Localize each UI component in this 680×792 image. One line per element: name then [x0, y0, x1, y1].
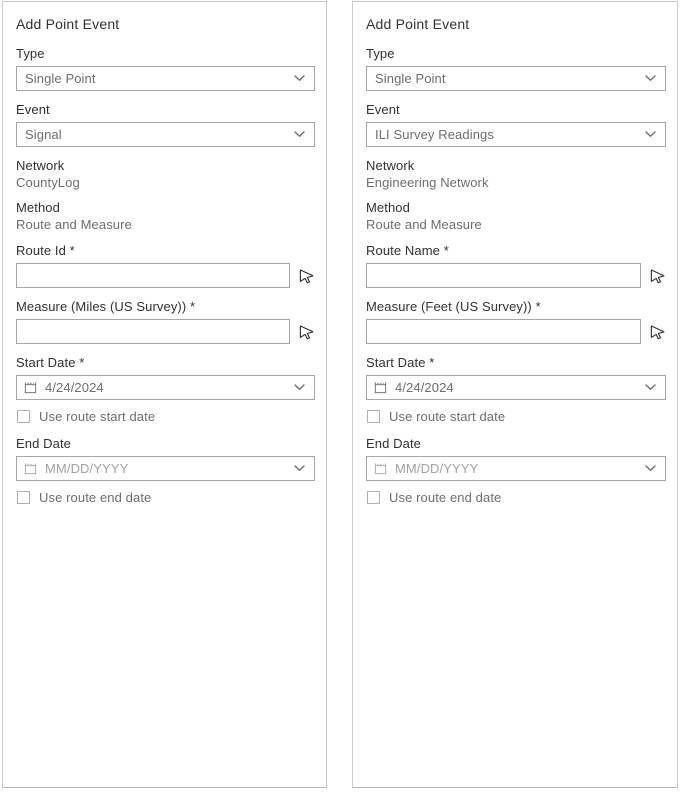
use-route-start-date-checkbox[interactable]: [367, 410, 380, 423]
use-route-end-date-label: Use route end date: [389, 490, 502, 505]
route-name-row: [366, 263, 666, 288]
event-select-value: ILI Survey Readings: [375, 127, 494, 142]
method-value: Route and Measure: [16, 217, 132, 232]
type-label: Type: [366, 46, 395, 61]
method-value: Route and Measure: [366, 217, 482, 232]
route-id-row: [16, 263, 315, 288]
use-route-start-date-row: [367, 409, 666, 424]
map-picker-arrow-icon[interactable]: [648, 267, 666, 285]
type-select-value: Single Point: [375, 71, 446, 86]
route-id-input[interactable]: [16, 263, 290, 288]
calendar-icon: [373, 461, 388, 476]
method-label: Method: [16, 200, 60, 215]
end-date-label: End Date: [366, 436, 422, 451]
pane-title: Add Point Event: [366, 16, 470, 32]
route-id-label: Route Id *: [16, 243, 75, 258]
start-date-value: 4/24/2024: [395, 380, 454, 395]
network-value: CountyLog: [16, 175, 80, 190]
end-date-picker[interactable]: [16, 456, 315, 481]
use-route-start-date-checkbox[interactable]: [17, 410, 30, 423]
route-name-input[interactable]: [366, 263, 641, 288]
chevron-down-icon: [645, 75, 656, 82]
start-date-label: Start Date *: [366, 355, 435, 370]
map-picker-arrow-icon[interactable]: [297, 323, 315, 341]
chevron-down-icon: [645, 131, 656, 138]
network-value: Engineering Network: [366, 175, 489, 190]
network-label: Network: [366, 158, 415, 173]
map-picker-arrow-icon[interactable]: [297, 267, 315, 285]
use-route-end-date-checkbox[interactable]: [367, 491, 380, 504]
calendar-icon: [23, 380, 38, 395]
type-select[interactable]: [366, 66, 666, 91]
chevron-down-icon: [294, 75, 305, 82]
event-select[interactable]: [366, 122, 666, 147]
end-date-picker[interactable]: [366, 456, 666, 481]
measure-row: [366, 319, 666, 344]
type-select[interactable]: [16, 66, 315, 91]
calendar-icon: [23, 461, 38, 476]
method-label: Method: [366, 200, 410, 215]
measure-label: Measure (Feet (US Survey)) *: [366, 299, 541, 314]
type-select-value: Single Point: [25, 71, 96, 86]
use-route-start-date-label: Use route start date: [39, 409, 156, 424]
use-route-end-date-label: Use route end date: [39, 490, 152, 505]
use-route-end-date-row: [367, 490, 666, 505]
event-label: Event: [16, 102, 50, 117]
pane-title: Add Point Event: [16, 16, 120, 32]
event-label: Event: [366, 102, 400, 117]
start-date-label: Start Date *: [16, 355, 85, 370]
use-route-start-date-row: [17, 409, 315, 424]
measure-input[interactable]: [16, 319, 290, 344]
map-picker-arrow-icon[interactable]: [648, 323, 666, 341]
chevron-down-icon: [294, 384, 305, 391]
use-route-end-date-checkbox[interactable]: [17, 491, 30, 504]
start-date-picker[interactable]: [366, 375, 666, 400]
chevron-down-icon: [645, 465, 656, 472]
event-select[interactable]: [16, 122, 315, 147]
measure-row: [16, 319, 315, 344]
start-date-value: 4/24/2024: [45, 380, 104, 395]
end-date-label: End Date: [16, 436, 72, 451]
end-date-placeholder: MM/DD/YYYY: [45, 461, 129, 476]
end-date-placeholder: MM/DD/YYYY: [395, 461, 479, 476]
use-route-start-date-label: Use route start date: [389, 409, 506, 424]
chevron-down-icon: [294, 131, 305, 138]
add-point-event-pane-right: [352, 1, 678, 788]
event-select-value: Signal: [25, 127, 62, 142]
calendar-icon: [373, 380, 388, 395]
network-label: Network: [16, 158, 65, 173]
use-route-end-date-row: [17, 490, 315, 505]
route-name-label: Route Name *: [366, 243, 449, 258]
add-point-event-pane-left: [2, 1, 327, 788]
measure-label: Measure (Miles (US Survey)) *: [16, 299, 196, 314]
type-label: Type: [16, 46, 45, 61]
measure-input[interactable]: [366, 319, 641, 344]
start-date-picker[interactable]: [16, 375, 315, 400]
chevron-down-icon: [294, 465, 305, 472]
chevron-down-icon: [645, 384, 656, 391]
